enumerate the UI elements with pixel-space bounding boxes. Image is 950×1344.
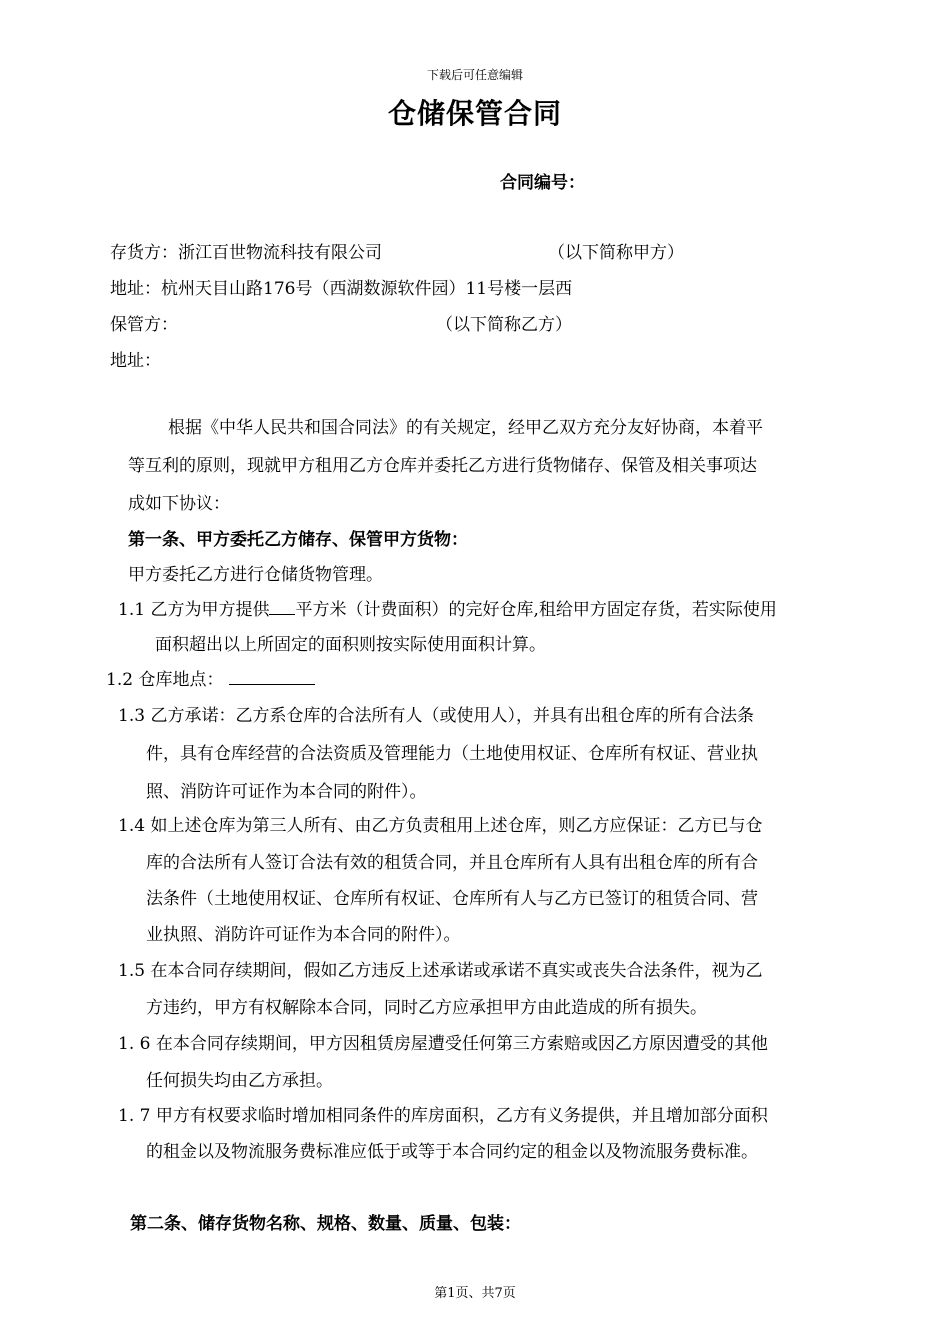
contract-number-label: 合同编号： [500, 173, 585, 193]
clause-1-2 [106, 662, 315, 698]
clause-1-4-line-3: 法条件（土地使用权证、仓库所有权证、仓库所有人与乙方已签订的租赁合同、营 [146, 889, 758, 909]
depositor-label: 存货方： [110, 243, 178, 263]
clause-1-1-line-1 [118, 592, 777, 628]
clause-1-5-line-2: 方违约，甲方有权解除本合同，同时乙方应承担甲方由此造成的所有损失。 [146, 998, 707, 1018]
clause-1-5-line-1: 1.5 在本合同存续期间，假如乙方违反上述承诺或承诺不真实或丧失合法条件，视为乙 [118, 961, 763, 981]
depositor-line [110, 238, 382, 263]
article-2-heading: 第二条、储存货物名称、规格、数量、质量、包装： [130, 1214, 521, 1234]
clause-1-7-line-2: 的租金以及物流服务费标准应低于或等于本合同约定的租金以及物流服务费标准。 [146, 1142, 758, 1162]
preamble-line-2: 等互利的原则，现就甲方租用乙方仓库并委托乙方进行货物储存、保管及相关事项达 [128, 456, 757, 476]
clause-1-1-text: 平方米（计费面积）的完好仓库,租给甲方固定存货，若实际使用 [295, 600, 777, 620]
clause-1-2-label: 1.2 仓库地点： [106, 670, 224, 690]
clause-1-1-line-2: 面积超出以上所固定的面积则按实际使用面积计算。 [155, 635, 546, 655]
clause-1-3-line-3: 照、消防许可证作为本合同的附件）。 [146, 782, 427, 802]
depositor-address: 地址：杭州天目山路176号（西湖数源软件园）11号楼一层西 [110, 279, 573, 299]
clause-1-3-line-1: 1.3 乙方承诺：乙方系仓库的合法所有人（或使用人），并具有出租仓库的所有合法条 [118, 706, 754, 726]
preamble-line-3: 成如下协议： [128, 494, 230, 514]
area-blank [269, 614, 295, 615]
warehouse-location-blank [229, 684, 315, 685]
article-1-intro: 甲方委托乙方进行仓储货物管理。 [128, 565, 383, 585]
custodian-address: 地址： [110, 351, 161, 371]
article-1-heading: 第一条、甲方委托乙方储存、保管甲方货物： [128, 530, 468, 550]
clause-1-1-prefix: 1.1 乙方为甲方提供 [118, 600, 270, 620]
header-note: 下载后可任意编辑 [426, 68, 523, 82]
clause-1-3-line-2: 件，具有仓库经营的合法资质及管理能力（土地使用权证、仓库所有权证、营业执 [146, 744, 758, 764]
custodian-alias: （以下简称乙方） [436, 315, 572, 335]
clause-1-4-line-1: 1.4 如上述仓库为第三人所有、由乙方负责租用上述仓库，则乙方应保证：乙方已与仓 [118, 816, 763, 836]
depositor-name: 浙江百世物流科技有限公司 [178, 243, 382, 263]
depositor-alias: （以下简称甲方） [548, 243, 684, 263]
preamble-line-1: 根据《中华人民共和国合同法》的有关规定，经甲乙双方充分友好协商，本着平 [168, 418, 763, 438]
page-footer: 第1页、共7页 [434, 1286, 516, 1301]
clause-1-4-line-4: 业执照、消防许可证作为本合同的附件）。 [146, 925, 461, 945]
document-title: 仓储保管合同 [387, 97, 562, 130]
clause-1-4-line-2: 库的合法所有人签订合法有效的租赁合同，并且仓库所有人具有出租仓库的所有合 [146, 853, 758, 873]
clause-1-6-line-2: 任何损失均由乙方承担。 [146, 1071, 333, 1091]
custodian-label: 保管方： [110, 315, 178, 335]
clause-1-7-line-1: 1. 7 甲方有权要求临时增加相同条件的库房面积，乙方有义务提供，并且增加部分面积 [118, 1106, 768, 1126]
clause-1-6-line-1: 1. 6 在本合同存续期间，甲方因租赁房屋遭受任何第三方索赔或因乙方原因遭受的其他 [118, 1034, 768, 1054]
